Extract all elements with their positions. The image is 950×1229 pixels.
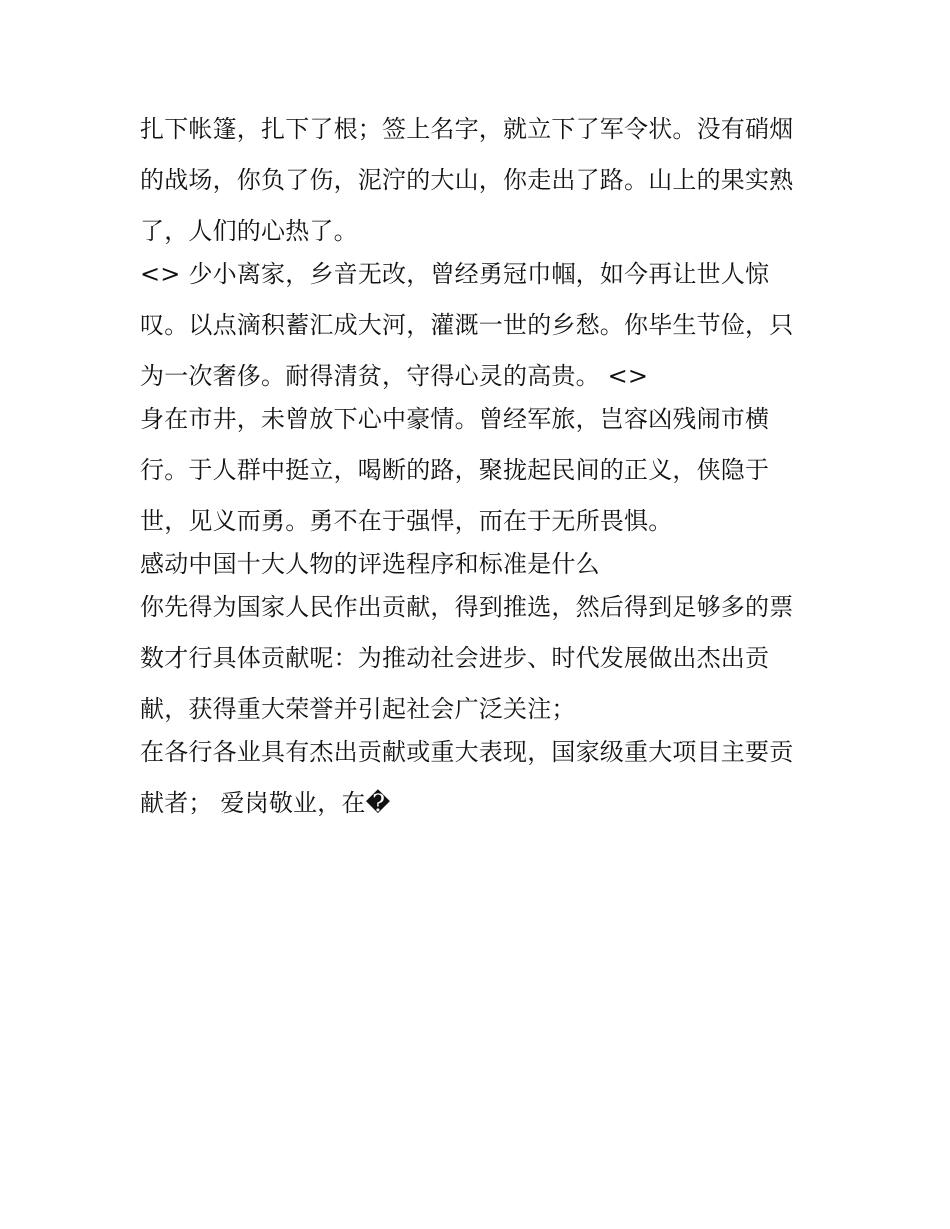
text-line: 世，见义而勇。勇不在于强悍，而在于无所畏惧。 [140,507,673,535]
text-line: 在各行各业具有杰出贡献或重大表现，国家级重大项目主要贡 [140,738,794,766]
text-line: 献者； 爱岗敬业，在� [140,789,391,817]
document-body [140,108,820,833]
text-line: 叹。以点滴积蓄汇成大河，灌溉一世的乡愁。你毕生节俭，只 [140,311,794,339]
text-line: 数才行具体贡献呢：为推动社会进步、时代发展做出杰出贡 [140,644,770,672]
text-line: 献，获得重大荣誉并引起社会广泛关注； [140,695,576,723]
text-line: 行。于人群中挺立，喝断的路，聚拢起民间的正义，侠隐于 [140,456,770,484]
text-line: 的战场，你负了伤，泥泞的大山，你走出了路。山上的果实熟 [140,166,794,194]
text-line: 了，人们的心热了。 [140,217,358,245]
text-line: 扎下帐篷，扎下了根；签上名字，就立下了军令状。没有硝烟 [140,115,794,143]
text-line: 你先得为国家人民作出贡献，得到推选，然后得到足够多的票 [140,593,794,621]
section-heading: 感动中国十大人物的评选程序和标准是什么 [140,550,600,578]
text-line: 为一次奢侈。耐得清贫，守得心灵的高贵。 <> [140,362,649,390]
text-line: <> 少小离家，乡音无改，曾经勇冠巾帼，如今再让世人惊 [140,260,770,288]
text-line: 身在市井，未曾放下心中豪情。曾经军旅，岂容凶残闹市横 [140,405,770,433]
